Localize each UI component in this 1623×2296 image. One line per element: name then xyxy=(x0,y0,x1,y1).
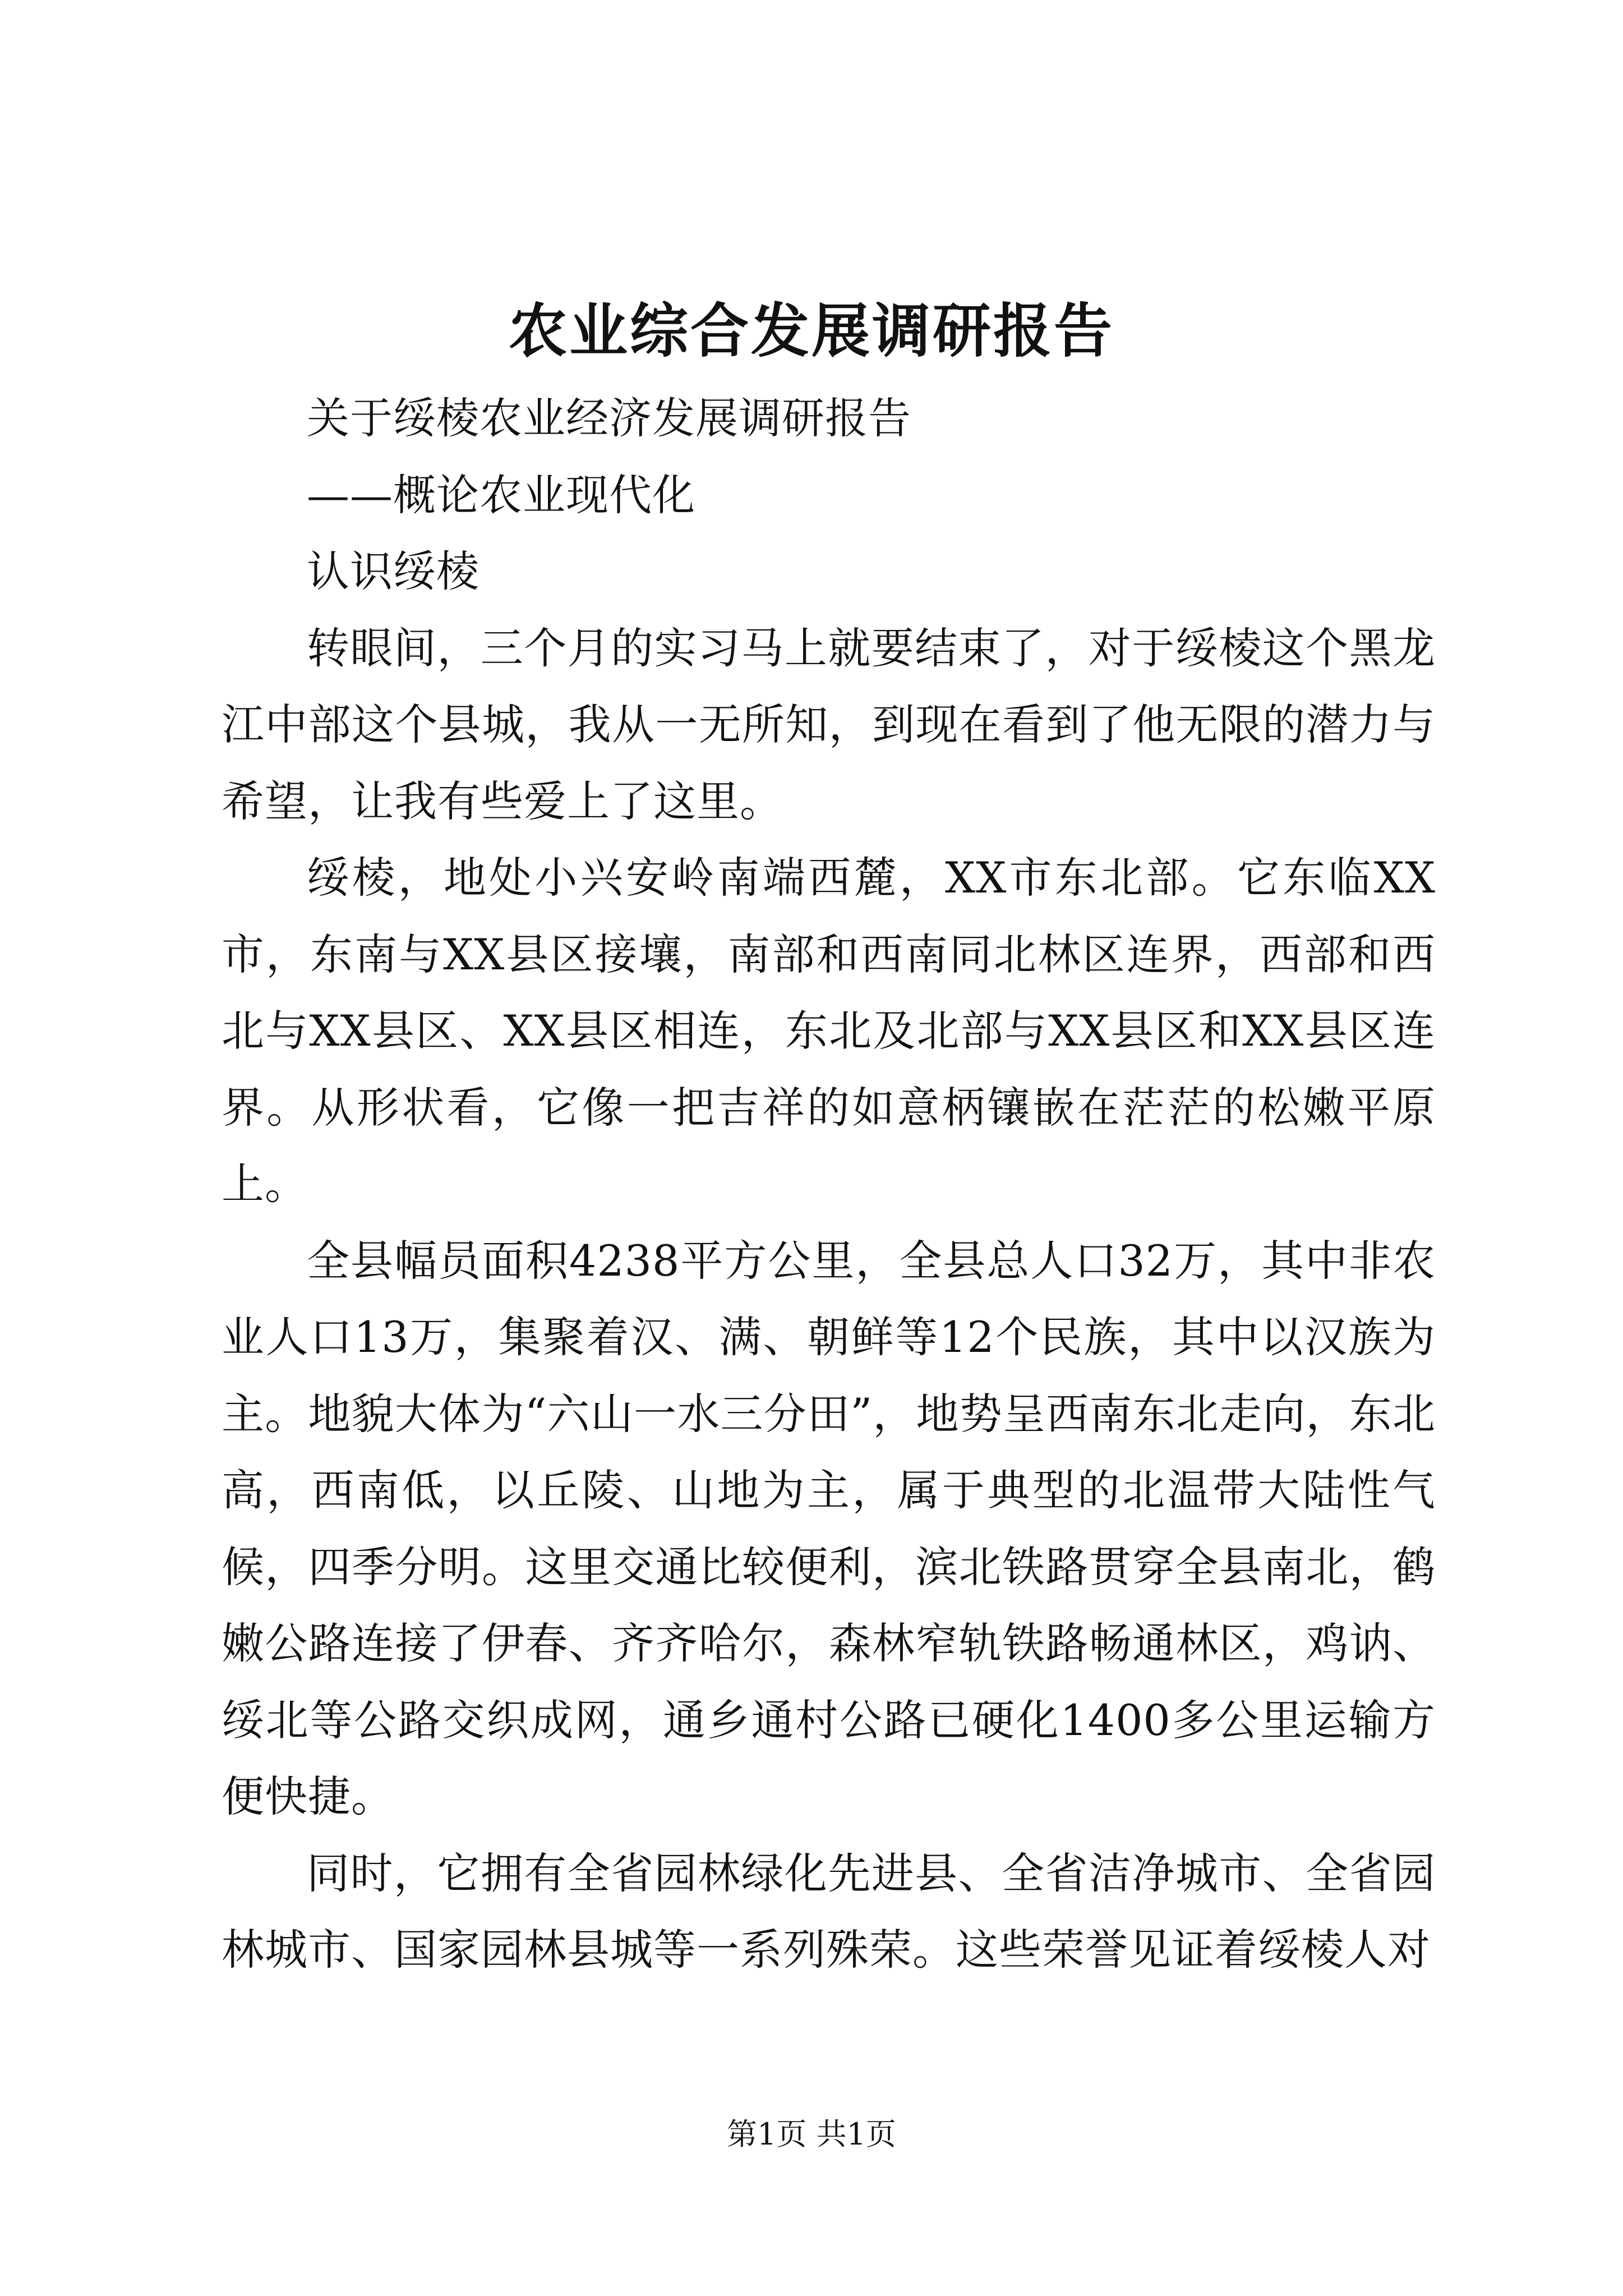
body-paragraph: 全县幅员面积4238平方公里，全县总人口32万，其中非农业人口13万，集聚着汉、满、朝鲜等12个民族，其中以汉族为主。地貌大体为“六山一水三分田”，地势呈西南东北走向，东北高，西南低，以丘陵、山地为主，属于典型的北温带大陆性气候，四季分明。这里交通比较便利，滨北铁路贯穿全县南北，鹤嫩公路连接了伊春、齐齐哈尔，森林窄轨铁路畅通林区，鸡讷、绥北等公路交织成网，通乡通村公路已硬化1400多公里运输方便快捷。 xyxy=(222,1235,1436,1821)
page-footer: 第1页 共1页 xyxy=(727,2116,896,2152)
document-title: 农业综合发展调研报告 xyxy=(508,296,1114,365)
section-heading: 认识绥棱 xyxy=(307,546,479,596)
body-paragraph: 同时，它拥有全省园林绿化先进县、全省洁净城市、全省园林城市、国家园林县城等一系列殊荣。这些荣誉见证着绥棱人对 xyxy=(222,1848,1436,1975)
sub-subtitle: ——概论农业现代化 xyxy=(307,470,695,520)
body-paragraph: 转眼间，三个月的实习马上就要结束了，对于绥棱这个黑龙江中部这个县城，我从一无所知，到现在看到了他无限的潜力与希望，让我有些爱上了这里。 xyxy=(222,623,1436,826)
document-body xyxy=(222,380,1436,1989)
subtitle: 关于绥棱农业经济发展调研报告 xyxy=(307,393,911,443)
body-paragraph: 绥棱，地处小兴安岭南端西麓，XX市东北部。它东临XX市，东南与XX县区接壤，南部和西南同北林区连界，西部和西北与XX县区、XX县区相连，东北及北部与XX县区和XX县区连界。从形状看，它像一把吉祥的如意柄镶嵌在茫茫的松嫩平原上。 xyxy=(222,853,1436,1209)
